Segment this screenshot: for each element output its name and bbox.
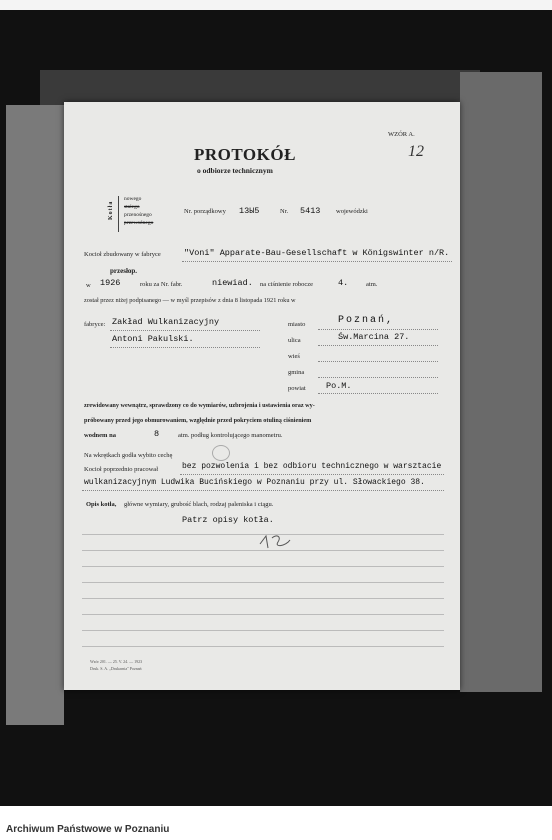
print-note-1: Wzór 201. — 25. V. 24. — 1923 — [90, 659, 143, 664]
bracket-line — [118, 196, 119, 232]
year-label: roku za Nr. fabr. — [140, 281, 183, 288]
dotted-line — [110, 347, 260, 348]
prev-label: Kocioł poprzednio pracował — [84, 466, 159, 473]
przeslop-text: przesłop. — [110, 267, 138, 275]
type-stalego: stałego — [124, 204, 140, 210]
pressure-value: 4. — [338, 278, 349, 288]
folder-left-edge — [6, 105, 64, 725]
miasto-label: miasto — [288, 321, 306, 328]
dotted-line — [110, 330, 260, 331]
nr2-label: Nr. — [280, 208, 289, 215]
document-title: PROTOKÓŁ — [194, 145, 296, 164]
nr2-value: 5413 — [300, 206, 321, 216]
zostal-line: został przez niżej podpisanego — w myśl przepisów z dnia 8 listopada 1921 roku w — [84, 297, 296, 304]
built-label: Kocioł zbudowany w fabryce — [84, 251, 161, 258]
dotted-line — [318, 377, 438, 378]
year-value: 1926 — [100, 278, 121, 288]
ulica-value: Św.Marcina 27. — [338, 332, 410, 342]
top-bar — [0, 0, 552, 10]
nr-value: 13Ы5 — [239, 206, 260, 216]
w-label: w — [86, 282, 91, 289]
wies-label: wieś — [288, 353, 300, 360]
dotted-line — [318, 361, 438, 362]
prev-value-2: wulkanizacyjnym Ludwika Bucińskiego w Poznaniu przy ul. Słowackiego 38. — [84, 478, 425, 487]
document-subtitle: o odbiorze technicznym — [197, 166, 273, 175]
folder-right-edge — [460, 72, 542, 692]
owner-value: Antoni Pakulski. — [112, 334, 194, 344]
vertical-label: Kotła — [108, 200, 114, 220]
archive-credit: Archiwum Państwowe w Poznaniu — [6, 824, 170, 835]
document-page — [64, 102, 460, 690]
cecha-line: Na wkrętkach godła wybito cechę — [84, 452, 173, 459]
opis-label: Opis kotła, — [86, 501, 117, 508]
ulica-label: ulica — [288, 337, 301, 344]
test-pressure-value: 8 — [154, 429, 160, 439]
atm-label: atm. — [366, 281, 378, 288]
gmina-label: gmina — [288, 369, 305, 376]
dotted-line — [182, 261, 452, 262]
nr-label: Nr. porządkowy — [184, 208, 226, 215]
dotted-line — [180, 474, 444, 475]
prev-value-1: bez pozwolenia i bez odbioru technicznego w warsztacie — [182, 462, 442, 471]
fabryce-label: fabryce: — [84, 321, 106, 328]
type-przenosnego: przenośnego — [124, 212, 152, 218]
inspection-line-3a: wodnem na — [84, 432, 116, 439]
dotted-line — [318, 393, 438, 394]
type-nowego: nowego — [124, 196, 142, 202]
type-przewoznego: przewoźnego — [124, 220, 154, 226]
fabr-value: niewiad. — [212, 278, 253, 288]
pressure-label: na ciśnienie robocze — [260, 281, 314, 288]
dotted-line — [82, 490, 444, 491]
built-value: "Voni" Apparate-Bau-Gesellschaft w Königswinter n/R. — [184, 248, 450, 258]
form-id: WZÓR A. — [388, 131, 415, 138]
powiat-value: Po.M. — [326, 381, 352, 391]
inspection-line-1: zrewidowany wewnątrz, sprawdzony co do wymiarów, uzbrojenia i ustawienia oraz wy- — [84, 402, 315, 409]
opis-value: Patrz opisy kotła. — [182, 515, 274, 525]
inspection-line-2: próbowany przed jego obmurowaniem, względnie przed pokryciem otuliną ciśnieniem — [84, 417, 312, 424]
dotted-line — [318, 345, 438, 346]
print-note-2: Druk. S. A. „Drukarnia" Poznań — [90, 666, 142, 671]
page-number: 12 — [408, 143, 424, 160]
inspection-line-3b: atm. podług kontrolującego manometru. — [178, 432, 283, 439]
miasto-value: Poznań, — [338, 315, 395, 326]
stamp-mark — [212, 445, 230, 461]
fabryce-value: Zakład Wulkanizacyjny — [112, 317, 220, 327]
powiat-label: powiat — [288, 385, 306, 392]
dotted-line — [318, 329, 438, 330]
opis-rest: główne wymiary, grubość blach, rodzaj paleniska i ciągu. — [124, 501, 274, 508]
region-label: wojewódzki — [336, 208, 368, 215]
